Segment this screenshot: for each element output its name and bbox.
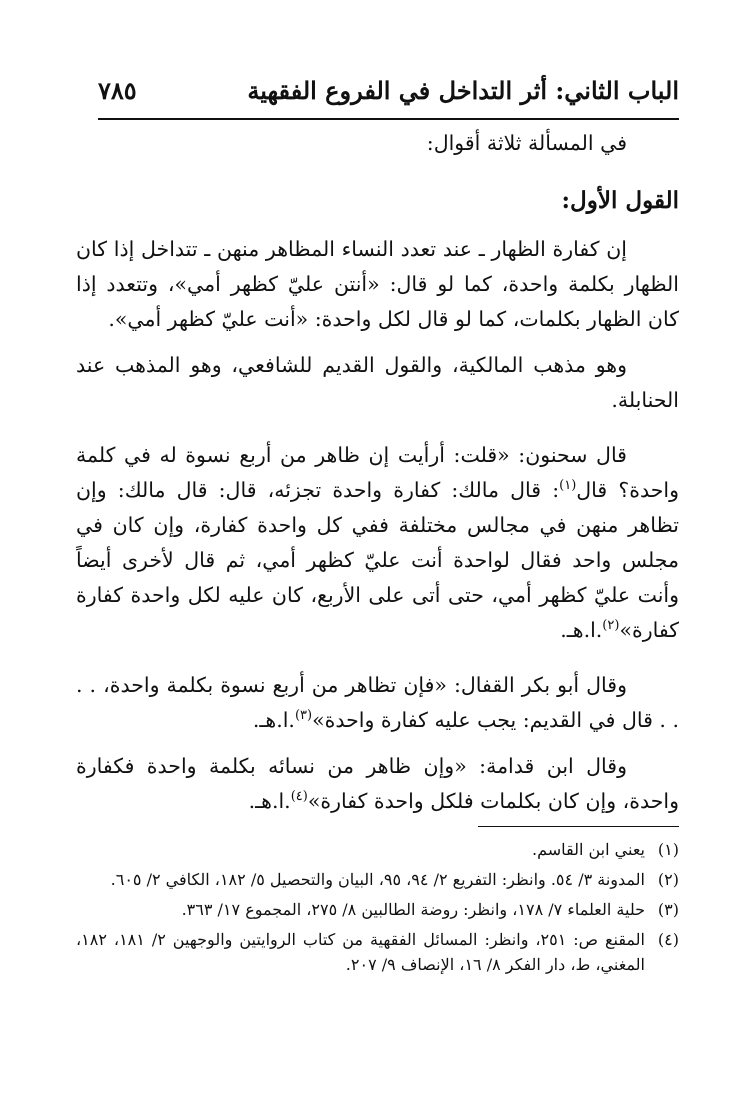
footnote-ref-4: (٤) [290, 789, 308, 805]
footnote-ref-2: (٢) [602, 618, 620, 634]
footnote-divider [478, 826, 679, 827]
footnote-text: يعني ابن القاسم. [531, 840, 645, 859]
paragraph-4-part-a: وقال أبو بكر القفال: «فإن تظاهر من أربع نسوة بكلمة واحدة، . . . . قال في القديم: يجب عليه كفارة واحدة» [76, 673, 679, 732]
paragraph-3-part-a: قال سحنون: «قلت: أرأيت إن ظاهر من أربع نسوة له في كلمة واحدة؟ قال [76, 443, 680, 502]
footnote-text: حلية العلماء ٧/ ١٧٨، وانظر: روضة الطالبين ٨/ ٢٧٥، المجموع ١٧/ ٣٦٣. [181, 900, 645, 919]
footnote-item [76, 927, 679, 977]
footnote-ref-3: (٣) [294, 708, 313, 724]
chapter-title: الباب الثاني: أثر التداخل في الفروع الفقهية [247, 76, 679, 105]
footnote-number: (١) [657, 840, 679, 859]
page-number: ٧٨٥ [98, 76, 137, 105]
paragraph-2: وهو مذهب المالكية، والقول القديم للشافعي، وهو المذهب عند الحنابلة. [76, 353, 679, 412]
intro-line: في المسألة ثلاثة أقوال: [426, 131, 627, 155]
footnote-item [76, 897, 679, 922]
paragraph-4-part-b: .ا.هـ. [252, 708, 295, 732]
paragraph-3 [76, 438, 679, 648]
paragraph-5 [76, 749, 679, 819]
paragraph-4 [76, 668, 679, 738]
section-heading: القول الأول: [561, 187, 679, 214]
paragraph-3-part-c: .ا.هـ. [560, 618, 603, 642]
footnote-text: المقنع ص: ٢٥١، وانظر: المسائل الفقهية من كتاب الروايتين والوجهين ٢/ ١٨١، ١٨٢، المغني، ط، دار الفكر ٨/ ١٦، الإنصاف ٩/ ٢٠٧. [76, 930, 645, 974]
paragraph-5-part-b: .ا.هـ. [248, 789, 291, 813]
running-header [98, 70, 679, 116]
footnote-ref-1: (١) [559, 478, 577, 494]
footnotes [76, 837, 679, 982]
footnote-number: (٢) [657, 870, 679, 889]
paragraph-1: إن كفارة الظهار ـ عند تعدد النساء المظاهر منهن ـ تتداخل إذا كان الظهار بكلمة واحدة، كما لو قال: «أنتن عليّ كظهر أمي»، وتتعدد إذا كان الظهار بكلمات، كما لو قال لكل واحدة: «أنت عليّ كظهر أمي». [76, 237, 679, 331]
paragraph-3-part-b: : قال مالك: كفارة واحدة تجزئه، قال: قال مالك: وإن تظاهر منهن في مجالس مختلفة ففي كل واحدة كفارة، وإن كان في مجلس واحد فقال لواحدة أنت عليّ كظهر أمي، ثم قال لأخرى أيضاً وأنت عليّ كظهر أمي، حتى أتى على الأربع، كان عليه لكل واحدة كفارة كفارة» [76, 478, 679, 642]
main-text [76, 126, 679, 819]
footnote-item [76, 867, 679, 892]
footnote-text: المدونة ٣/ ٥٤. وانظر: التفريع ٢/ ٩٤، ٩٥، البيان والتحصيل ٥/ ١٨٢، الكافي ٢/ ٦٠٥. [110, 870, 645, 889]
header-divider [98, 118, 679, 120]
footnote-item [76, 837, 679, 862]
footnote-number: (٣) [657, 900, 679, 919]
paragraph-5-part-a: وقال ابن قدامة: «وإن ظاهر من نسائه بكلمة واحدة فكفارة واحدة، وإن كان بكلمات فلكل واحدة كفارة» [76, 754, 679, 813]
footnote-number: (٤) [657, 930, 679, 949]
